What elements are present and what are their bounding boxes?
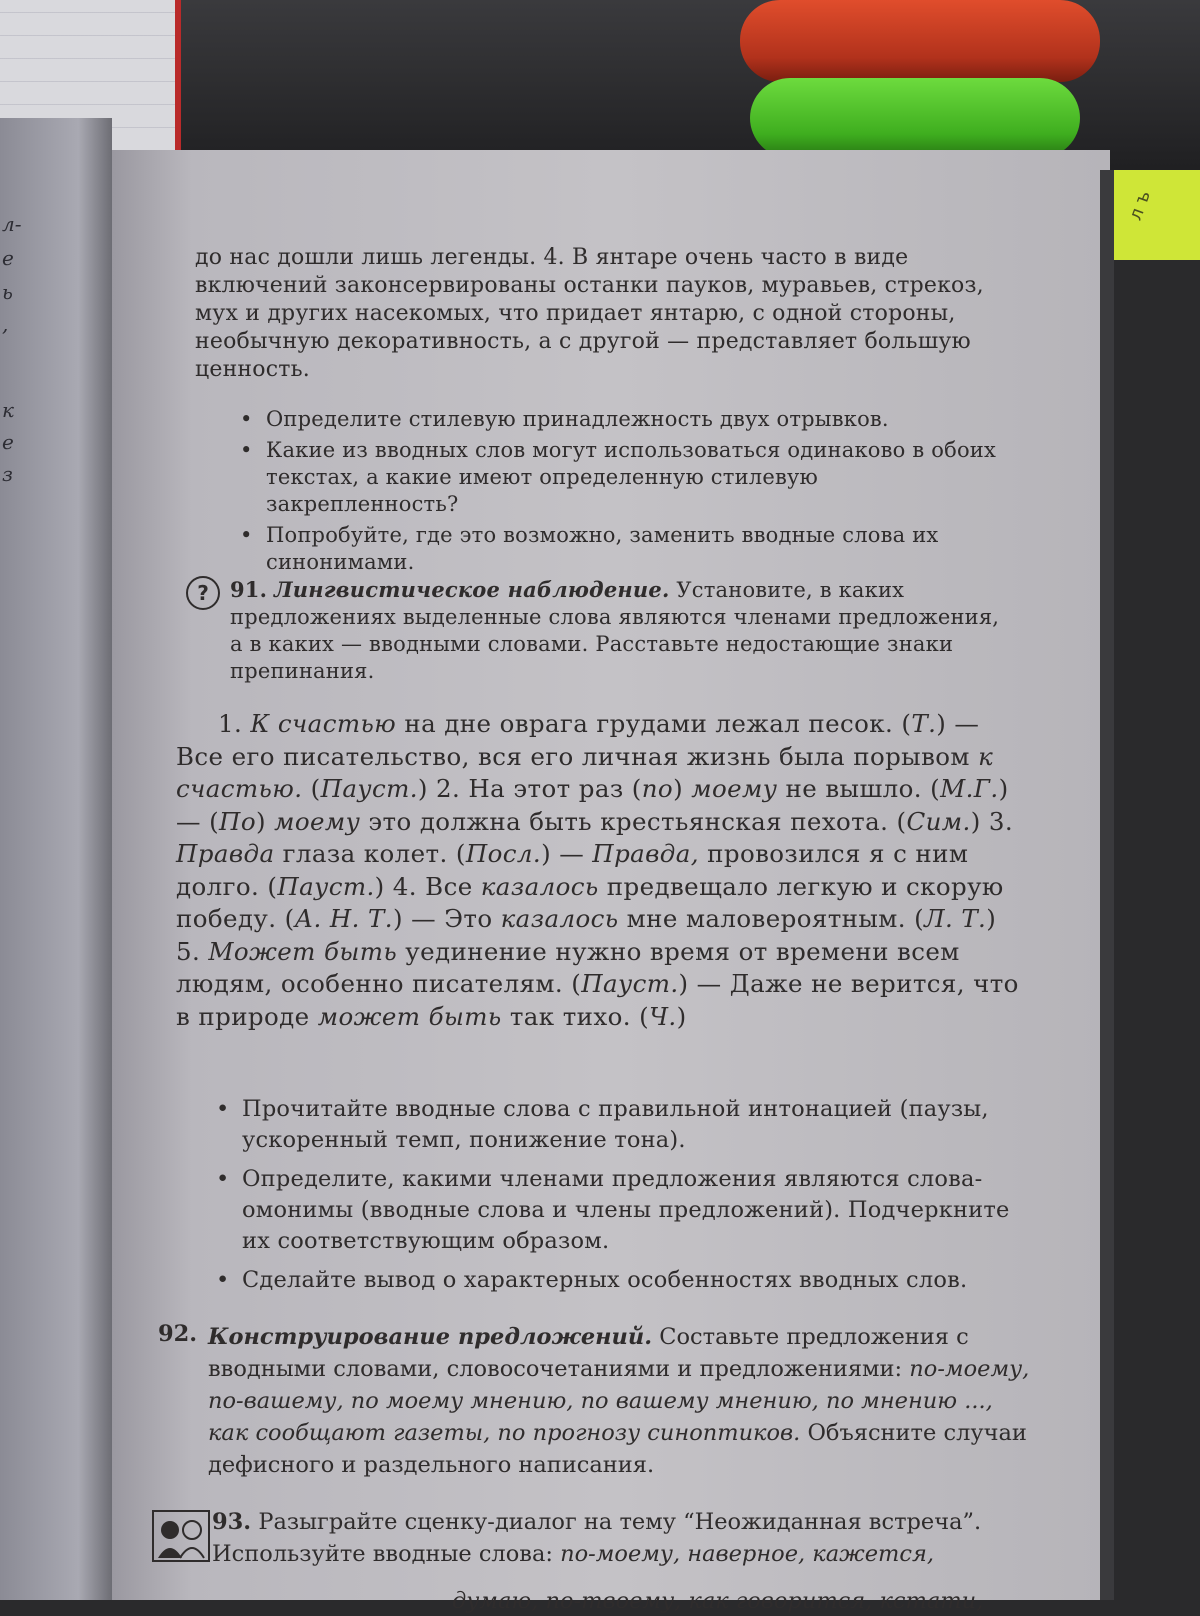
highlighted-word: М.Г. xyxy=(940,774,999,803)
highlighted-word: к счастью. xyxy=(176,741,994,803)
sentence-text: ) 3. xyxy=(970,806,1014,836)
left-fragment: к xyxy=(2,398,14,422)
left-fragment: , xyxy=(2,312,9,336)
highlighted-word: по xyxy=(641,774,674,803)
sentence-text: ) — Это xyxy=(392,904,501,933)
exercise-91-questions xyxy=(214,1094,1044,1296)
highlighted-word: Ч. xyxy=(649,1001,677,1031)
exercise-91-text xyxy=(176,708,1026,1033)
exercise-91-intro xyxy=(186,576,1016,685)
highlighted-word: Правда xyxy=(176,839,275,868)
exercise-91-header xyxy=(186,576,1016,685)
question-bullet: • Сделайте вывод о характерных особенностях вводных слов. xyxy=(214,1265,1044,1296)
highlighted-word: Посл. xyxy=(465,839,542,868)
highlighted-word: К счастью xyxy=(250,709,397,738)
exercise-title: Конструирование предложений. xyxy=(208,1324,653,1350)
red-marker xyxy=(740,0,1100,82)
exercise-93-cut-line: думаю, по-твоему, как говорится, кстати, xyxy=(452,1588,984,1614)
sentence-text: ) xyxy=(673,774,692,803)
exercise-number: 93. xyxy=(212,1509,252,1535)
left-fragment: е xyxy=(2,246,14,270)
previous-paragraph: до нас дошли лишь легенды. 4. В янтаре очень часто в виде включений законсервированы останки пауков, муравьев, стрекоз, мух и других насекомых, что придает янтарю, с одной стороны, необычную декоративность, а с другой — представляет большую ценность. xyxy=(195,245,984,382)
highlighted-word: Пауст. xyxy=(277,871,375,901)
sentence-text: ) — Все его писательство, вся его личная жизнь была порывом xyxy=(176,709,980,771)
sentence-text: уединение нужно время от времени всем людям, особенно писателям. ( xyxy=(176,936,960,998)
sentence-text: ( xyxy=(302,774,321,803)
exercise-examples: по-моему, наверное, кажется, xyxy=(560,1541,935,1567)
question-bullet: • Определите стилевую принадлежность двух отрывков. xyxy=(238,406,1008,433)
sentence-text: мне маловероятным. ( xyxy=(618,904,925,933)
dialogue-pair-icon xyxy=(152,1510,210,1562)
sentence-text: это должна быть крестьянская пехота. ( xyxy=(360,806,907,836)
highlighted-word: Пауст. xyxy=(320,774,418,803)
sentence-text: ) — Даже не верится, что в природе xyxy=(176,969,1019,1031)
highlighted-word: казалось xyxy=(500,904,619,933)
sentence-text: глаза колет. ( xyxy=(274,839,466,868)
highlighted-word: может быть xyxy=(317,1001,502,1031)
exercise-number: 91. xyxy=(230,577,268,602)
sticky-note xyxy=(1110,170,1200,260)
exercise-93-text xyxy=(152,1506,1042,1570)
exercise-task: Установите, в каких предложениях выделенные слова являются членами предложения, а в каких — вводными словами. Расставьте недостающие знаки препинания. xyxy=(230,578,1000,683)
exercise-93 xyxy=(152,1506,1042,1614)
exercise-number: 92. xyxy=(158,1321,198,1347)
highlighted-word: Может быть xyxy=(208,936,398,966)
sentence-text: на дне оврага грудами лежал песок. ( xyxy=(396,709,912,738)
question-bullet: • Прочитайте вводные слова с правильной интонацией (паузы, ускоренный темп, понижение тона). xyxy=(214,1094,1044,1156)
highlighted-word: моему xyxy=(691,774,778,803)
sentence-text: ) — ( xyxy=(176,774,1009,836)
question-bullet: • Какие из вводных слов могут использоваться одинаково в обоих текстах, а какие имеют определенную стилевую закрепленность? xyxy=(238,437,1008,518)
exercise-91-sentences xyxy=(176,708,1026,1033)
sentence-text: провозился я с ним долго. ( xyxy=(176,839,969,901)
left-fragment: л- xyxy=(2,212,22,236)
previous-exercise-text xyxy=(195,244,995,384)
sentence-text: ) 2. На этот раз ( xyxy=(417,774,642,803)
green-marker xyxy=(750,78,1080,158)
left-page xyxy=(0,118,112,1600)
exercise-92 xyxy=(158,1321,1038,1481)
exercise-title: Лингвистическое наблюдение. xyxy=(274,577,670,602)
highlighted-word: Сим. xyxy=(906,806,971,836)
highlighted-word: Пауст. xyxy=(581,969,679,998)
page-edge xyxy=(1100,170,1114,1600)
exercise-examples: по-моему, по-вашему, по моему мнению, по вашему мнению, по мнению ..., как сообщают газеты, по прогнозу синоптиков. xyxy=(208,1356,1030,1446)
exercise-task: Разыграйте сценку-диалог на тему “Неожиданная встреча”. Используйте вводные слова: xyxy=(212,1509,982,1567)
question-icon: ? xyxy=(186,576,220,610)
left-fragment: е xyxy=(2,430,14,454)
exercise-task-end: Объясните случаи дефисного и раздельного написания. xyxy=(208,1420,1027,1478)
highlighted-word: казалось xyxy=(480,871,599,901)
exercise-task: Составьте предложения с вводными словами, словосочетаниями и предложениями: xyxy=(208,1324,969,1382)
sentence-text: предвещало легкую и скорую победу. ( xyxy=(176,871,1004,933)
highlighted-word: Л. Т. xyxy=(924,904,987,933)
exercise-92-text xyxy=(158,1321,1038,1481)
previous-exercise-questions xyxy=(238,406,1008,576)
sentence-text: ) — xyxy=(541,839,593,868)
highlighted-word: А. Н. Т. xyxy=(294,904,393,933)
sentence-text: ) 4. Все xyxy=(374,871,481,901)
highlighted-word: По xyxy=(219,806,256,836)
sentence-text: ) 5. xyxy=(176,904,997,966)
sticky-note-text: л ъ xyxy=(1124,187,1155,224)
left-fragment: з xyxy=(2,462,13,486)
left-fragment: ь xyxy=(2,280,13,304)
question-bullet: • Определите, какими членами предложения являются слова-омонимы (вводные слова и члены предложений). Подчеркните их соответствующим образом. xyxy=(214,1164,1044,1257)
sentence-text: ) xyxy=(676,1001,687,1031)
highlighted-word: Т. xyxy=(911,709,937,738)
sentence-text: не вышло. ( xyxy=(777,774,941,803)
sentence-text: 1. xyxy=(218,709,251,738)
sentence-text: так тихо. ( xyxy=(501,1001,650,1031)
sentence-text: ) xyxy=(255,806,275,836)
highlighted-word: моему xyxy=(274,806,361,836)
highlighted-word: Правда, xyxy=(592,839,699,868)
question-bullet: • Попробуйте, где это возможно, заменить вводные слова их синонимами. xyxy=(238,522,1008,576)
